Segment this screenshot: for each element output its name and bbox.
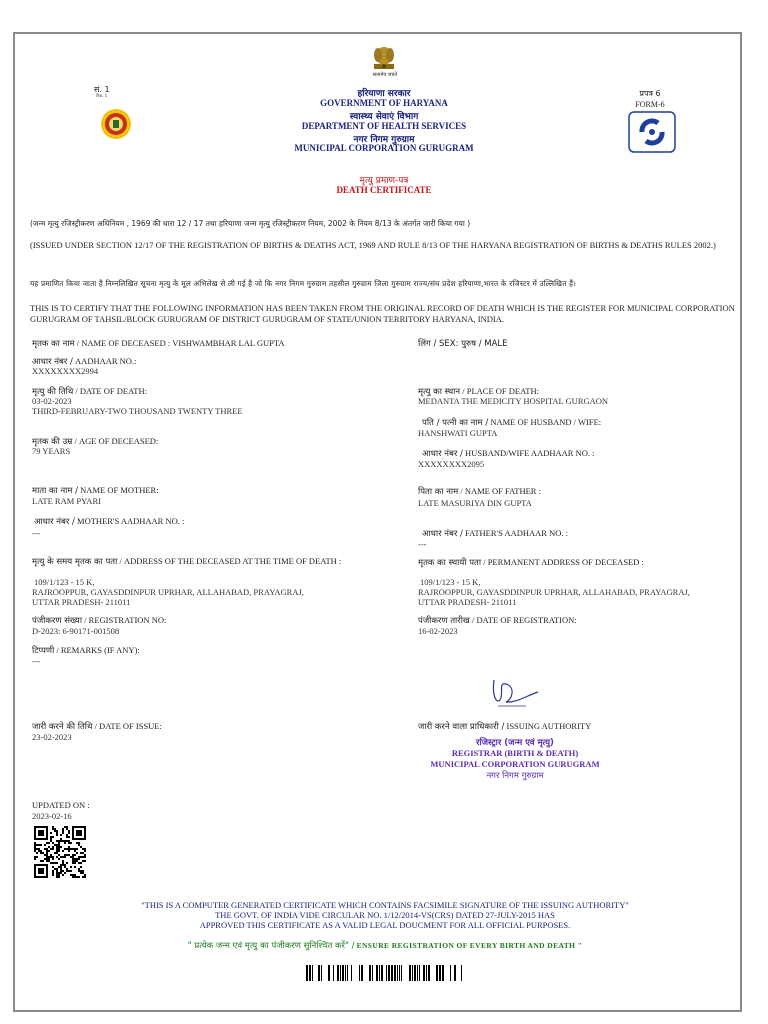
qr-code[interactable] — [34, 826, 86, 883]
registrar-corp: MUNICIPAL CORPORATION GURUGRAM — [430, 759, 600, 769]
footer-line-1: "THIS IS A COMPUTER GENERATED CERTIFICATE WHICH CONTAINS FACSIMILE SIGNATURE OF THE ISSUING AUTHORITY" — [141, 900, 629, 910]
registration-date-label: पंजीकरण तारीख / DATE OF REGISTRATION: — [418, 615, 577, 626]
govt-name: GOVERNMENT OF HARYANA — [320, 98, 448, 108]
haryana-seal — [100, 108, 132, 145]
mother-aadhaar-value: --- — [32, 528, 41, 538]
remarks-value: --- — [32, 656, 41, 666]
address-label: मृत्यु के समय मृतक का पता / ADDRESS OF THE DECEASED AT THE TIME OF DEATH : — [32, 556, 342, 567]
place-of-death-label: मृत्यु का स्थान / PLACE OF DEATH: — [418, 386, 539, 397]
date-of-issue-value: 23-02-2023 — [32, 732, 72, 742]
mother-name-value: LATE RAM PYARI — [32, 496, 101, 506]
place-of-death-value: MEDANTA THE MEDICITY HOSPITAL GURGAON — [418, 396, 609, 406]
slogan: " प्रत्येक जन्म एवं मृत्यु का पंजीकरण सुनिश्चित करें" / ENSURE REGISTRATION OF EVERY BIRTH AND DEATH " — [187, 941, 583, 951]
permanent-address-line-1: 109/1/123 - 15 K, — [420, 577, 481, 587]
spouse-name-label: पति / पत्नी का नाम / NAME OF HUSBAND / WIFE: — [422, 417, 602, 428]
sex-label: लिंग / SEX: पुरुष / MALE — [418, 339, 508, 349]
form-number-hindi: प्रपत्र 6 — [639, 89, 661, 98]
registration-date-value: 16-02-2023 — [418, 626, 458, 636]
date-of-death-label: मृत्यु की तिथि / DATE OF DEATH: — [32, 386, 147, 397]
footer-line-2: THE GOVT. OF INDIA VIDE CIRCULAR NO. 1/12/2014-VS(CRS) DATED 27-JULY-2015 HAS — [215, 910, 555, 920]
registration-number-label: पंजीकरण संख्या / REGISTRATION NO: — [32, 615, 167, 626]
permanent-address-line-3: UTTAR PRADESH- 211011 — [418, 597, 517, 607]
aadhaar-value: XXXXXXXX2994 — [32, 366, 99, 376]
issued-under: (ISSUED UNDER SECTION 12/17 OF THE REGISTRATION OF BIRTHS & DEATHS ACT, 1969 AND RULE 8/13 OF THE HARYANA REGISTRATION OF BIRTHS & DEATHS RULES 2002.) — [30, 240, 716, 250]
age-label: मृतक की उम्र / AGE OF DECEASED: — [32, 436, 159, 447]
date-of-death-words: THIRD-FEBRUARY-TWO THOUSAND TWENTY THREE — [32, 406, 243, 416]
registrar-title: REGISTRAR (BIRTH & DEATH) — [451, 748, 579, 758]
footer-line-3: APPROVED THIS CERTIFICATE AS A VALID LEGAL DOUCMENT FOR ALL OFFICIAL PURPOSES. — [199, 920, 571, 930]
form-number: FORM-6 — [635, 100, 665, 109]
spouse-name-value: HANSHWATI GUPTA — [418, 428, 498, 438]
serial-number-hindi: सं. 1 — [94, 85, 110, 94]
certificate-title: DEATH CERTIFICATE — [336, 185, 432, 195]
permanent-address-label: मृतक का स्थायी पता / PERMANENT ADDRESS OF DECEASED : — [418, 557, 644, 568]
mother-name-label: माता का नाम / NAME OF MOTHER: — [32, 485, 159, 496]
date-of-death-value: 03-02-2023 — [32, 396, 72, 406]
spouse-aadhaar-value: XXXXXXXX2095 — [418, 459, 485, 469]
aadhaar-label: आधार नंबर / AADHAAR NO.: — [32, 356, 137, 367]
issuing-authority-label: जारी करने वाला प्राधिकारी / ISSUING AUTHORITY — [418, 721, 592, 732]
permanent-address-line-2: RAJROOPPUR, GAYASDDINPUR UPRHAR, ALLAHABAD, PRAYAGRAJ, — [418, 587, 690, 597]
address-line-1: 109/1/123 - 15 K, — [34, 577, 95, 587]
dept-name: DEPARTMENT OF HEALTH SERVICES — [301, 121, 467, 131]
govt-name-hindi: हरियाणा सरकार — [357, 89, 411, 99]
registration-number-value: D-2023: 6-90171-001508 — [32, 626, 120, 636]
dept-name-hindi: स्वास्थ्य सेवाएं विभाग — [349, 112, 419, 122]
spouse-aadhaar-label: आधार नंबर / HUSBAND/WIFE AADHAAR NO. : — [422, 448, 595, 459]
corp-name: MUNICIPAL CORPORATION GURUGRAM — [294, 143, 474, 153]
certificate-title-hindi: मृत्यु प्रमाण-पत्र — [359, 176, 409, 186]
registrar-title-hindi: रजिस्ट्रार (जन्म एवं मृत्यु) — [476, 738, 554, 748]
certify-text: THIS IS TO CERTIFY THAT THE FOLLOWING INFORMATION HAS BEEN TAKEN FROM THE ORIGINAL RECORD OF DEATH WHICH IS THE REGISTER FOR MUNICIPAL CORPORATION GURUGRAM OF TAHSIL/BLOCK GURUGRAM OF DISTRICT GURUGRAM OF STATE/UNION TERRITORY HARYANA, INDIA. — [30, 303, 735, 324]
date-of-issue-label: जारी करने की तिथि / DATE OF ISSUE: — [32, 721, 162, 732]
corp-name-hindi: नगर निगम गुरुग्राम — [353, 135, 415, 145]
age-value: 79 YEARS — [32, 446, 71, 456]
father-name-label: पिता का नाम / NAME OF FATHER : — [418, 486, 541, 497]
remarks-label: टिप्पणी / REMARKS (IF ANY): — [32, 645, 140, 656]
updated-value: 2023-02-16 — [32, 811, 72, 821]
father-aadhaar-value: --- — [418, 539, 427, 549]
crs-logo — [628, 111, 676, 158]
address-line-2: RAJROOPPUR, GAYASDDINPUR UPRHAR, ALLAHABAD, PRAYAGRAJ, — [32, 587, 304, 597]
address-line-3: UTTAR PRADESH- 211011 — [32, 597, 131, 607]
updated-label: UPDATED ON : — [32, 800, 90, 810]
mother-aadhaar-label: आधार नंबर / MOTHER'S AADHAAR NO. : — [34, 516, 185, 527]
deceased-name-label: मृतक का नाम / NAME OF DECEASED : VISHWAMBHAR LAL GUPTA — [32, 338, 285, 349]
issued-under-hindi: (जन्म मृत्यु रजिस्ट्रीकरण अधिनियम , 1969 की धारा 12 / 17 तथा हरियाणा जन्म मृत्यु रजिस्ट्रीकरण नियम, 2002 के नियम 8/13 के अंतर्गत जारी किया गया ) — [30, 219, 471, 228]
father-aadhaar-label: आधार नंबर / FATHER'S AADHAAR NO. : — [422, 528, 568, 539]
certify-text-hindi: यह प्रमाणित किया जाता है निम्नलिखित सूचना मृत्यु के मूल अभिलेख से ली गई है जो कि नगर निगम गुरुग्राम तहसील गुरुग्राम जिला गुरुग्राम राज्य/संघ प्रदेश हरियाणा,भारत के रजिस्टर में उल्लिखित हैं। — [30, 279, 577, 288]
emblem-motto: सत्यमेव जयते — [372, 72, 398, 78]
serial-number-en: No. 1 — [96, 94, 108, 99]
barcode — [306, 965, 462, 986]
father-name-value: LATE MASURIYA DIN GUPTA — [418, 498, 532, 508]
registrar-corp-hindi: नगर निगम गुरुग्राम — [486, 771, 544, 781]
registrar-signature — [486, 670, 546, 717]
